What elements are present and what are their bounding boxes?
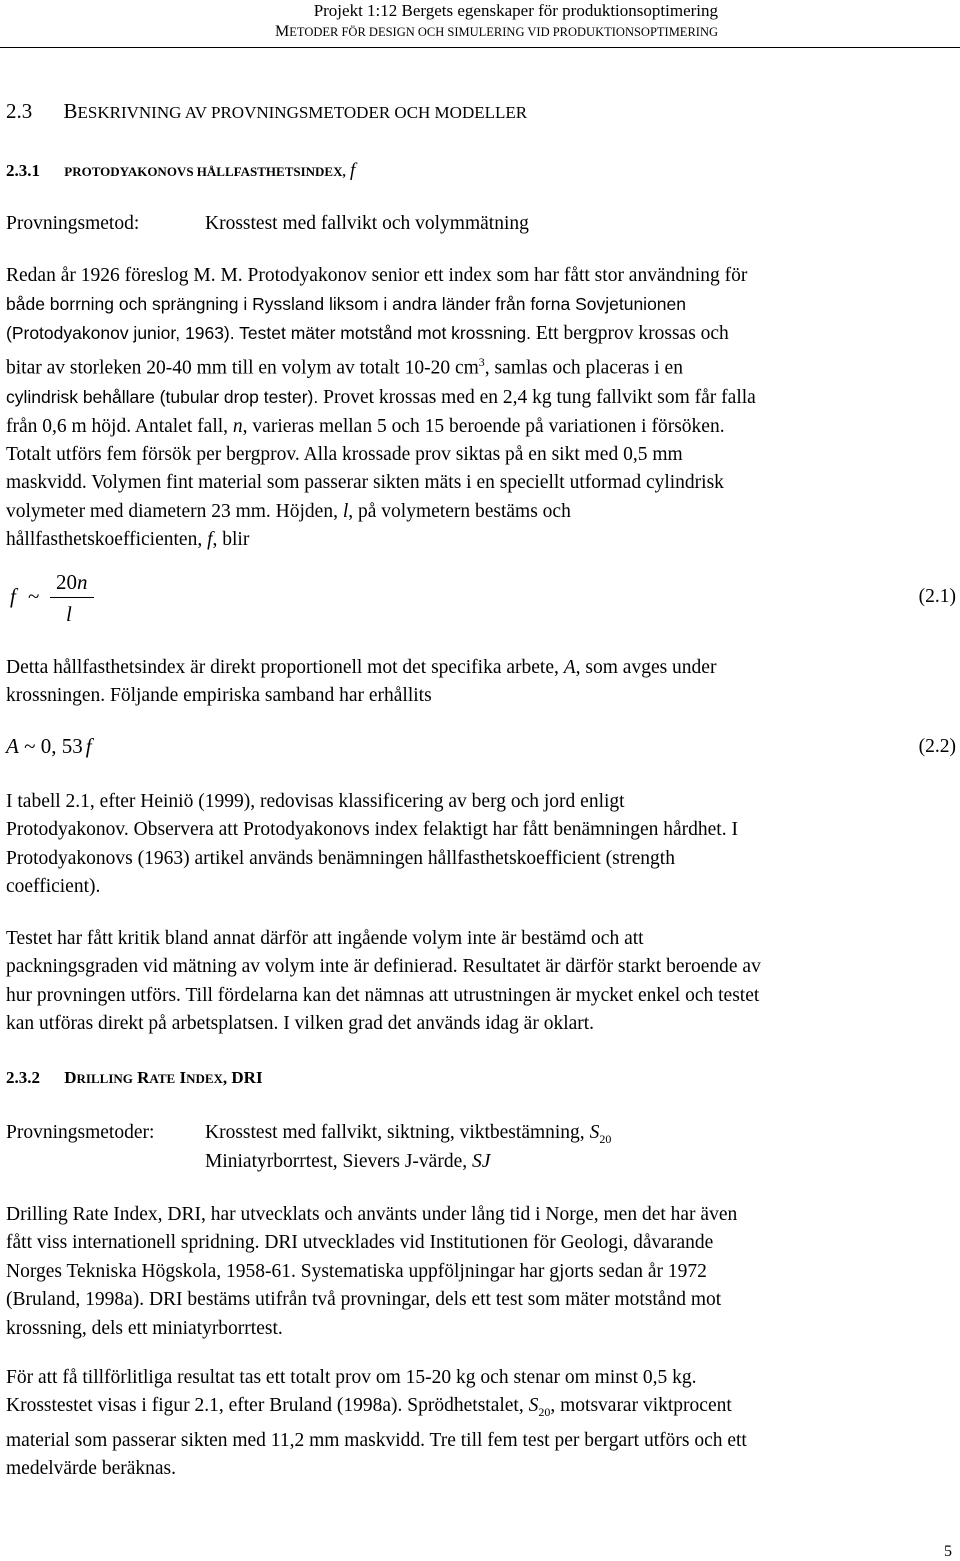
method-value: Krosstest med fallvikt och volymmätning: [205, 213, 529, 234]
equation-2-1: f ~ 20n l (2.1): [10, 570, 956, 626]
paragraph-specific-work: Detta hållfasthetsindex är direkt proportionell mot det specifika arbete, A, som avges under krossningen. Följande empiriska samband har erhållits: [6, 657, 717, 707]
fraction-bar: [50, 597, 94, 598]
paragraph-protodyakonov-intro: Redan år 1926 föreslog M. M. Protodyakonov senior ett index som har fått stor användning för både borrning och sprängning i Ryssland liksom i andra länder från forna Sovjetunionen (Protodyakonov junior, 1963). Testet mäter motstånd mot krossning. Ett bergprov krossas och bitar av storleken 20-40 mm till en volym av totalt 10-20 $cm^3$, samlas och placeras i en cylindrisk behållare (tubular drop tester). Provet krossas med en 2,4 kg tung fallvikt som får falla från 0,6 m höjd. Antalet fall, n, varieras mellan 5 och 15 beroende på variationen i försöken. Totalt utförs fem försök per bergprov. Alla krossade prov siktas på en sikt med 0,5 mm maskvidd. Volymen fint material som passerar sikten mäts i en speciellt utformad cylindrisk volymeter med diametern 23 mm. Höjden, l, på volymetern bestäms och hållfasthetskoefficienten, f, blir: [6, 265, 756, 551]
running-header-subtitle: METODER FÖR DESIGN OCH SIMULERING VID PRODUKTIONSOPTIMERING: [275, 23, 718, 40]
methods-label: Provningsmetoder:: [6, 1122, 155, 1143]
equation-2-2: A ~ 0, 53 f (2.2): [6, 734, 956, 758]
paragraph-crosstest-sample: För att få tillförlitliga resultat tas ett totalt prov om 15-20 kg och stenar om minst 0,5 kg. Krosstestet visas i figur 2.1, efter Bruland (1998a). Sprödhetstalet, $S_{20}$, motsvarar viktprocent material som passerar sikten med 11,2 mm maskvidd. Tre till fem test per bergart utförs och ett medelvärde beräknas.: [6, 1367, 747, 1480]
section-heading-2-3-2: 2.3.2 DRILLING RATE INDEX, DRI: [6, 1068, 263, 1087]
methods-item-minidrill: Miniatyrborrtest, Sievers J-värde, SJ: [205, 1151, 491, 1172]
page-number: 5: [944, 1543, 952, 1560]
header-rule: [0, 47, 960, 48]
method-label: Provningsmetod:: [6, 213, 140, 234]
paragraph-dri-intro: Drilling Rate Index, DRI, har utvecklats och använts under lång tid i Norge, men det har även fått viss internationell spridning. DRI utvecklades vid Institutionen för Geologi, dåvarande Norges Tekniska Högskola, 1958-61. Systematiska uppföljningar har gjorts sedan år 1972 (Bruland, 1998a). DRI bestäms utifrån två provningar, dels ett test som mäter motstånd mot krossning, dels ett miniatyrborrtest.: [6, 1204, 738, 1339]
paragraph-criticism: Testet har fått kritik bland annat därför att ingående volym inte är bestämd och att packningsgraden vid mätning av volym inte är definierad. Resultatet är därför starkt beroende av hur provningen utförs. Till fördelarna kan det nämnas att utrustningen är mycket enkel och testet kan utföras direkt på arbetsplatsen. I vilken grad det används idag är oklart.: [6, 928, 761, 1035]
methods-item-crosstest: Krosstest med fallvikt, siktning, viktbestämning, $S_{20}$: [205, 1122, 612, 1146]
paragraph-classification: I tabell 2.1, efter Heiniö (1999), redovisas klassificering av berg och jord enligt Protodyakonov. Observera att Protodyakonovs index felaktigt har fått benämningen hårdhet. I Protodyakonovs (1963) artikel används benämningen hållfasthetskoefficient (strength coefficient).: [6, 791, 738, 898]
running-header-project: Projekt 1:12 Bergets egenskaper för produktionsoptimering: [313, 1, 718, 20]
section-heading-2-3: 2.3 BESKRIVNING AV PROVNINGSMETODER OCH MODELLER: [6, 99, 528, 123]
section-heading-2-3-1: 2.3.1 PROTODYAKONOVS HÅLLFASTHETSINDEX, f: [6, 160, 356, 181]
